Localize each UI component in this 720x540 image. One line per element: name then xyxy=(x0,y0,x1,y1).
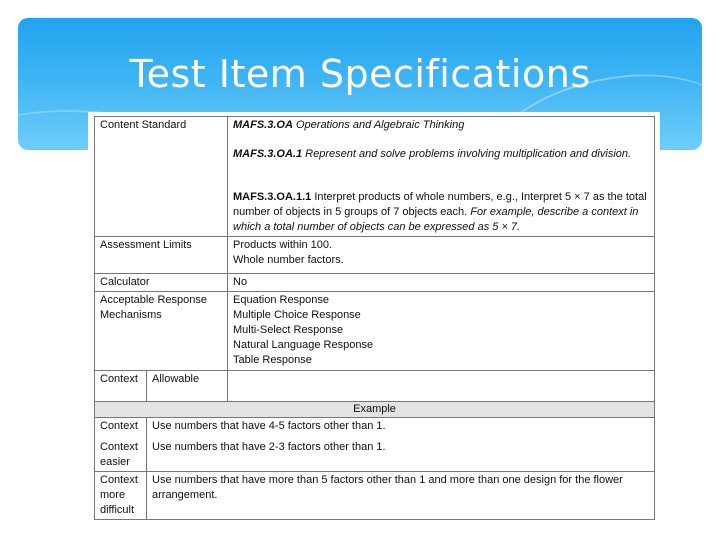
context-example-text: Use numbers that have 4-5 factors other than 1. Use numbers that have 2-3 factors other than 1. xyxy=(147,418,655,472)
response-label-line: Acceptable Response xyxy=(100,294,208,306)
slide-title: Test Item Specifications xyxy=(129,52,591,96)
calculator-row xyxy=(95,274,655,292)
mechanism-item: Natural Language Response xyxy=(233,339,374,351)
context-value: Allowable xyxy=(147,371,228,402)
standard-detail: MAFS.3.OA.1.1 Interpret products of whole numbers, e.g., Interpret 5 × 7 as the total number of objects in 5 groups of 7 objects each. For example, describe a context in which a total number of objects can be expressed as 5 × 7. xyxy=(233,191,647,233)
mechanism-item: Equation Response xyxy=(233,294,330,306)
assessment-limits-value xyxy=(228,237,655,274)
context-difficult-row xyxy=(95,472,655,520)
assessment-limits-label: Assessment Limits xyxy=(95,237,228,274)
example-header-row xyxy=(95,402,655,418)
context-example-row xyxy=(95,418,655,472)
mechanism-item: Table Response xyxy=(233,354,312,366)
content-standard-value xyxy=(228,117,655,237)
response-mechanisms-row xyxy=(95,292,655,371)
context-example-label: Context Context easier xyxy=(95,418,147,472)
standard-domain: MAFS.3.OA Operations and Algebraic Thinking xyxy=(233,119,465,131)
calculator-label: Calculator xyxy=(95,274,228,292)
assessment-limits-row xyxy=(95,237,655,274)
mechanism-item: Multi-Select Response xyxy=(233,324,344,336)
context-difficult-text: Use numbers that have more than 5 factors other than 1 and more than one design for the flower arrangement. xyxy=(147,472,655,520)
calculator-value: No xyxy=(228,274,655,292)
limit-item: Whole number factors. xyxy=(233,254,344,266)
context-label: Context xyxy=(95,371,147,402)
spec-table xyxy=(94,116,655,520)
response-label-line: Mechanisms xyxy=(100,309,162,321)
standard-cluster: MAFS.3.OA.1 Represent and solve problems involving multiplication and division. xyxy=(233,148,632,160)
context-row xyxy=(95,371,655,402)
example-header: Example xyxy=(95,402,655,418)
content-standard-row xyxy=(95,117,655,237)
content-standard-label: Content Standard xyxy=(95,117,228,237)
context-empty xyxy=(228,371,655,402)
limit-item: Products within 100. xyxy=(233,239,333,251)
response-mechanisms-label xyxy=(95,292,228,371)
response-mechanisms-value xyxy=(228,292,655,371)
mechanism-item: Multiple Choice Response xyxy=(233,309,361,321)
context-difficult-label: Context more difficult xyxy=(95,472,147,520)
